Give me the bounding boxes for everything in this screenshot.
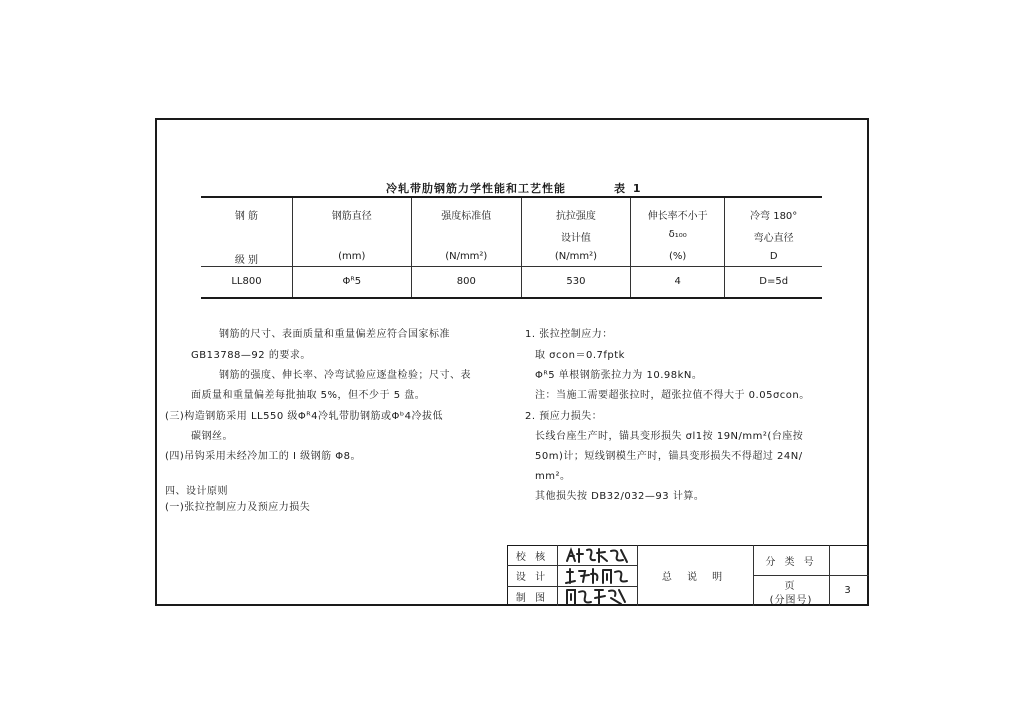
- header-text: 冷弯 180°: [750, 211, 798, 222]
- header-text: 强度标准值: [441, 211, 492, 222]
- paragraph-line: mm²。: [535, 471, 571, 482]
- checker-signature: [563, 546, 633, 565]
- paragraph-line: 注：当施工需要超张拉时，超张拉值不得大于 0.05σcon。: [535, 390, 810, 401]
- header-grade: [201, 197, 292, 267]
- paragraph-line: GB13788—92 的要求。: [191, 350, 311, 361]
- header-text: (N/mm²): [445, 251, 488, 262]
- header-text: 弯心直径: [753, 233, 794, 244]
- table-row: [201, 267, 822, 298]
- table-cell: Φᴿ5: [292, 267, 411, 298]
- header-standard-strength: [411, 197, 521, 267]
- header-text: 伸长率不小于: [647, 211, 708, 222]
- header-text: 级 别: [234, 255, 259, 266]
- table-cell: 4: [631, 267, 725, 298]
- table-number: 表 1: [614, 182, 643, 195]
- subpage-label: (分图号): [769, 594, 813, 606]
- table-header-row: [201, 197, 822, 267]
- paragraph-line: 50m)计；短线钢模生产时，锚具变形损失不得超过 24N/: [535, 451, 803, 462]
- header-text: (%): [669, 251, 687, 262]
- category-label: 分 类 号: [765, 556, 817, 568]
- table-title: 冷轧带肋钢筋力学性能和工艺性能: [386, 182, 566, 195]
- table-cell: LL800: [201, 267, 292, 298]
- header-text: D: [769, 251, 778, 262]
- header-design-strength: [521, 197, 630, 267]
- paragraph-line: 钢筋的尺寸、表面质量和重量偏差应符合国家标准: [219, 329, 450, 340]
- header-elongation: [631, 197, 725, 267]
- header-text: 钢筋直径: [331, 211, 372, 222]
- designer-label: 设 计: [515, 572, 549, 583]
- title-block: [507, 545, 869, 606]
- page-number: 3: [844, 585, 854, 596]
- header-text: δ₁₀₀: [668, 229, 687, 240]
- header-cold-bend: [725, 197, 822, 267]
- table-cell: 530: [521, 267, 630, 298]
- paragraph-line: (三)构造钢筋采用 LL550 级Φᴿ4冷轧带肋钢筋或Φᵇ4冷拔低: [165, 411, 444, 422]
- header-text: 抗拉强度: [555, 211, 596, 222]
- paragraph-line: 碳钢丝。: [191, 431, 233, 442]
- paragraph-line: 面质量和重量偏差每批抽取 5%，但不少于 5 盘。: [191, 390, 426, 401]
- properties-table: [201, 196, 822, 299]
- paragraph-line: 取 σcon＝0.7fptk: [535, 350, 625, 361]
- paragraph-line: (四)吊钩采用未经冷加工的 Ⅰ 级钢筋 Φ8。: [165, 451, 362, 462]
- checker-label: 校 核: [515, 551, 549, 563]
- paragraph-line: 钢筋的强度、伸长率、冷弯试验应逐盘检验；尺寸、表: [219, 370, 471, 381]
- table-cell: 800: [411, 267, 521, 298]
- drawing-sheet: [155, 118, 869, 606]
- paragraph-line: 其他损失按 DB32/032—93 计算。: [535, 491, 705, 502]
- paragraph-line: 1. 张拉控制应力：: [525, 329, 613, 340]
- paragraph-line: 长线台座生产时，锚具变形损失 σl1按 19N/mm²(台座按: [535, 431, 804, 442]
- header-text: 设计值: [560, 233, 591, 244]
- paragraph-line: 2. 预应力损失：: [525, 411, 603, 422]
- header-text: 钢 筋: [234, 211, 259, 222]
- drawing-name: 总 说 明: [661, 572, 729, 583]
- paragraph-line: Φᴿ5 单根钢筋张拉力为 10.98kN。: [535, 370, 703, 381]
- page-label: 页: [784, 581, 798, 592]
- drafter-label: 制 图: [515, 592, 549, 604]
- section-subheading: (一)张拉控制应力及预应力损失: [165, 502, 311, 513]
- table-cell: D=5d: [725, 267, 822, 298]
- header-diameter: [292, 197, 411, 267]
- designer-signature: [563, 566, 633, 586]
- section-heading: 四、设计原则: [165, 486, 228, 497]
- header-text: (mm): [338, 251, 366, 262]
- drafter-signature: [563, 586, 633, 606]
- header-text: (N/mm²): [554, 251, 598, 262]
